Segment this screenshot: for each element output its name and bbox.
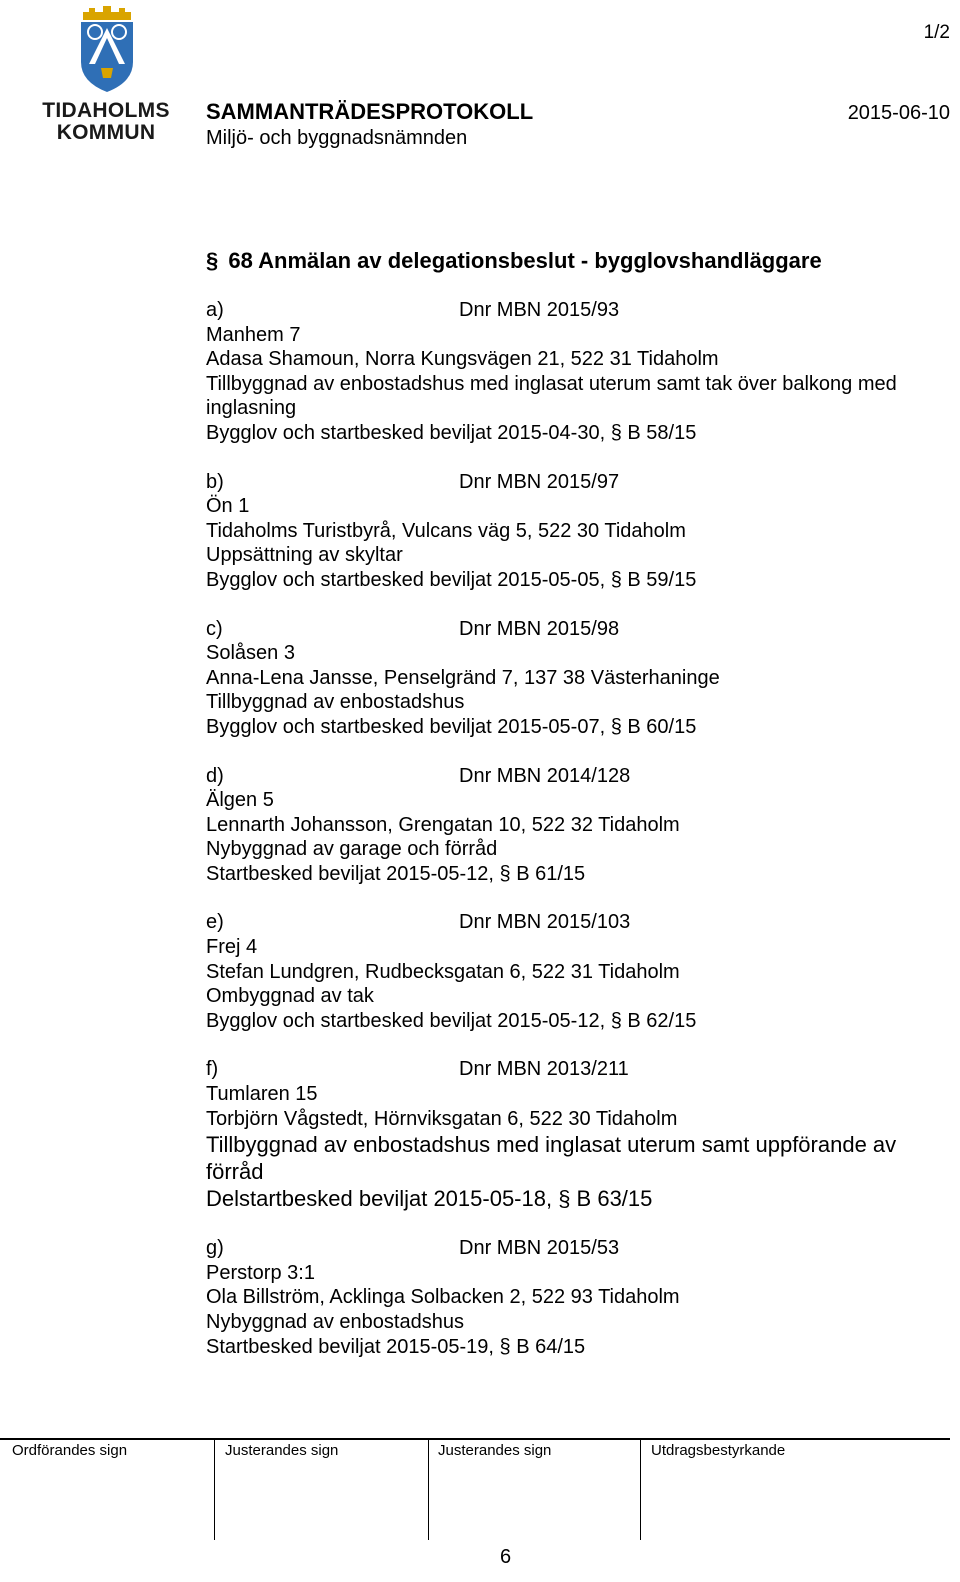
item-decision: Bygglov och startbesked beviljat 2015-05-12, § B 62/15 bbox=[206, 1009, 697, 1032]
item-applicant: Stefan Lundgren, Rudbecksgatan 6, 522 31 Tidaholm bbox=[206, 960, 680, 983]
item-dnr: Dnr MBN 2014/128 bbox=[459, 764, 631, 787]
chair-signature-label: Ordförandes sign bbox=[12, 1442, 128, 1459]
item-decision: Startbesked beviljat 2015-05-19, § B 64/15 bbox=[206, 1335, 586, 1358]
item-property: Frej 4 bbox=[206, 936, 258, 959]
item-property: Tumlaren 15 bbox=[206, 1083, 318, 1106]
item-property: Ön 1 bbox=[206, 495, 250, 518]
item-description: Tillbyggnad av enbostadshus bbox=[206, 691, 465, 714]
document-title: SAMMANTRÄDESPROTOKOLL bbox=[206, 99, 534, 124]
item-letter: g) bbox=[206, 1237, 224, 1260]
decision-list bbox=[206, 298, 950, 1383]
signature-divider bbox=[640, 1440, 641, 1540]
item-dnr: Dnr MBN 2015/97 bbox=[459, 470, 620, 493]
signature-divider bbox=[428, 1440, 429, 1540]
item-property: Perstorp 3:1 bbox=[206, 1261, 315, 1284]
signature-rule bbox=[0, 1438, 950, 1440]
item-applicant: Torbjörn Vågstedt, Hörnviksgatan 6, 522 30 Tidaholm bbox=[206, 1107, 678, 1130]
section-title-text: 68 Anmälan av delegationsbeslut - bygglovshandläggare bbox=[228, 248, 822, 273]
item-decision: Bygglov och startbesked beviljat 2015-05-05, § B 59/15 bbox=[206, 568, 697, 591]
item-description: Nybyggnad av enbostadshus bbox=[206, 1311, 464, 1333]
list-item bbox=[206, 617, 950, 740]
item-applicant: Adasa Shamoun, Norra Kungsvägen 21, 522 31 Tidaholm bbox=[206, 348, 719, 371]
adjuster-signature-label: Justerandes sign bbox=[225, 1442, 339, 1459]
page-indicator: 1/2 bbox=[923, 22, 950, 43]
item-letter: e) bbox=[206, 911, 224, 934]
logo-line-1: TIDAHOLMS bbox=[42, 99, 170, 122]
item-applicant: Anna-Lena Jansse, Penselgränd 7, 137 38 Västerhaninge bbox=[206, 666, 720, 689]
item-letter: d) bbox=[206, 764, 224, 787]
item-decision: Bygglov och startbesked beviljat 2015-05-07, § B 60/15 bbox=[206, 715, 697, 738]
list-item bbox=[206, 1236, 950, 1359]
list-item bbox=[206, 910, 950, 1033]
item-applicant: Ola Billström, Acklinga Solbacken 2, 522 93 Tidaholm bbox=[206, 1286, 680, 1309]
list-item bbox=[206, 764, 950, 887]
paragraph-symbol: § bbox=[206, 248, 219, 273]
item-applicant: Tidaholms Turistbyrå, Vulcans väg 5, 522 30 Tidaholm bbox=[206, 519, 686, 542]
adjuster-signature-label-2: Justerandes sign bbox=[438, 1442, 552, 1459]
item-dnr: Dnr MBN 2013/211 bbox=[459, 1058, 629, 1081]
certification-label: Utdragsbestyrkande bbox=[651, 1442, 786, 1459]
item-description: Ombyggnad av tak bbox=[206, 985, 374, 1008]
signature-divider bbox=[214, 1440, 215, 1540]
item-applicant: Lennarth Johansson, Grengatan 10, 522 32 Tidaholm bbox=[206, 813, 680, 836]
item-decision: Startbesked beviljat 2015-05-12, § B 61/15 bbox=[206, 862, 586, 885]
item-property: Manhem 7 bbox=[206, 323, 301, 346]
coat-of-arms-icon bbox=[75, 4, 139, 94]
item-description: Uppsättning av skyltar bbox=[206, 544, 403, 567]
list-item bbox=[206, 470, 950, 593]
item-dnr: Dnr MBN 2015/98 bbox=[459, 617, 620, 640]
item-property: Älgen 5 bbox=[206, 789, 274, 812]
footer-page-number: 6 bbox=[500, 1546, 512, 1568]
item-letter: b) bbox=[206, 470, 224, 493]
item-property: Solåsen 3 bbox=[206, 642, 295, 665]
item-letter: f) bbox=[206, 1058, 219, 1081]
municipality-logo bbox=[30, 4, 180, 146]
item-description: Tillbyggnad av enbostadshus med inglasat uterum samt uppförande av förråd bbox=[206, 1132, 897, 1185]
item-letter: a) bbox=[206, 299, 224, 321]
item-dnr: Dnr MBN 2015/93 bbox=[459, 299, 620, 321]
item-letter: c) bbox=[206, 617, 223, 640]
logo-line-2: KOMMUN bbox=[56, 121, 156, 144]
item-description: Tillbyggnad av enbostadshus med inglasat uterum samt tak över balkong med inglasning bbox=[206, 372, 897, 420]
item-dnr: Dnr MBN 2015/103 bbox=[459, 911, 631, 934]
item-dnr: Dnr MBN 2015/53 bbox=[459, 1237, 620, 1260]
document-subtitle: Miljö- och byggnadsnämnden bbox=[206, 127, 468, 149]
item-decision: Delstartbesked beviljat 2015-05-18, § B 63/15 bbox=[206, 1186, 653, 1212]
list-item bbox=[206, 298, 950, 446]
item-description: Nybyggnad av garage och förråd bbox=[206, 838, 498, 861]
item-decision: Bygglov och startbesked beviljat 2015-04-30, § B 58/15 bbox=[206, 421, 697, 444]
list-item bbox=[206, 1057, 950, 1212]
section-heading bbox=[206, 248, 822, 274]
document-date: 2015-06-10 bbox=[847, 102, 950, 124]
